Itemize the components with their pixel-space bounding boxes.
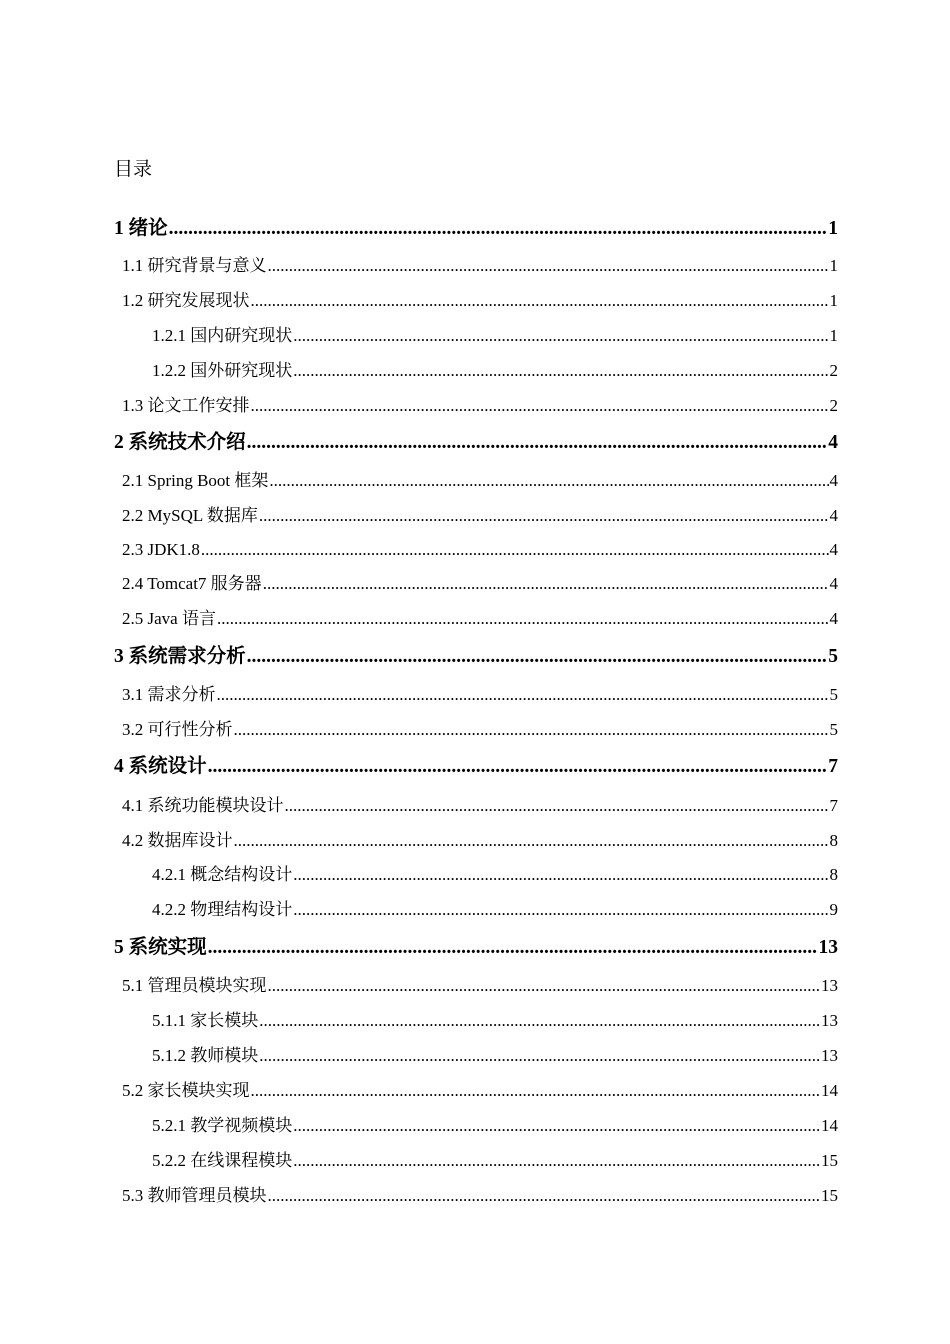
toc-entry-page-number: 4 bbox=[829, 609, 838, 628]
toc-dot-leader bbox=[259, 1045, 820, 1067]
toc-entry-level-3[interactable] bbox=[152, 360, 838, 382]
toc-entry-label: 4 系统设计 bbox=[114, 756, 207, 777]
toc-entry-level-3[interactable] bbox=[152, 1010, 838, 1032]
toc-dot-leader bbox=[293, 325, 828, 347]
toc-entry-level-3[interactable] bbox=[152, 864, 838, 886]
toc-entry-page-number: 1 bbox=[829, 291, 838, 310]
toc-entry-level-2[interactable] bbox=[122, 395, 838, 417]
toc-dot-leader bbox=[201, 539, 829, 561]
toc-entry-label: 5.2.2 在线课程模块 bbox=[152, 1151, 293, 1170]
toc-entry-label: 4.2.1 概念结构设计 bbox=[152, 865, 293, 884]
toc-entry-label: 1.2 研究发展现状 bbox=[122, 291, 250, 310]
toc-dot-leader bbox=[217, 684, 829, 706]
toc-entry-label: 5.2 家长模块实现 bbox=[122, 1081, 250, 1100]
toc-entry-level-2[interactable] bbox=[122, 830, 838, 852]
toc-entry-page-number: 13 bbox=[821, 976, 838, 995]
toc-dot-leader bbox=[251, 1080, 821, 1102]
toc-entry-label: 5.3 教师管理员模块 bbox=[122, 1186, 267, 1205]
toc-entry-page-number: 15 bbox=[821, 1186, 838, 1205]
toc-dot-leader bbox=[293, 899, 828, 921]
toc-entry-label: 4.2.2 物理结构设计 bbox=[152, 900, 293, 919]
toc-entry-label: 1 绪论 bbox=[114, 218, 168, 239]
toc-entry-label: 5 系统实现 bbox=[114, 937, 207, 958]
toc-dot-leader bbox=[269, 470, 828, 492]
toc-dot-leader bbox=[293, 864, 828, 886]
toc-entry-level-2[interactable] bbox=[122, 573, 838, 595]
toc-dot-leader bbox=[293, 1150, 820, 1172]
toc-entry-label: 4.2 数据库设计 bbox=[122, 831, 233, 850]
toc-entry-page-number: 5 bbox=[828, 646, 838, 667]
toc-dot-leader bbox=[259, 1010, 820, 1032]
toc-entry-page-number: 4 bbox=[829, 574, 838, 593]
toc-entry-page-number: 5 bbox=[829, 685, 838, 704]
toc-entry-page-number: 4 bbox=[829, 506, 838, 525]
toc-entry-level-3[interactable] bbox=[152, 1150, 838, 1172]
toc-title: 目录 bbox=[114, 159, 153, 180]
toc-entry-label: 1.3 论文工作安排 bbox=[122, 396, 250, 415]
toc-entry-page-number: 4 bbox=[828, 432, 838, 453]
toc-entry-page-number: 5 bbox=[829, 720, 838, 739]
toc-entry-label: 5.1.1 家长模块 bbox=[152, 1011, 259, 1030]
toc-dot-leader bbox=[285, 795, 829, 817]
toc-entry-label: 3.1 需求分析 bbox=[122, 685, 216, 704]
toc-dot-leader bbox=[293, 1115, 820, 1137]
toc-entry-page-number: 13 bbox=[818, 937, 838, 958]
toc-dot-leader bbox=[268, 255, 829, 277]
toc-entry-label: 3 系统需求分析 bbox=[114, 646, 246, 667]
toc-entry-page-number: 1 bbox=[829, 326, 838, 345]
toc-entry-label: 2 系统技术介绍 bbox=[114, 432, 246, 453]
toc-entry-level-2[interactable] bbox=[122, 684, 838, 706]
toc-entry-level-1[interactable] bbox=[114, 644, 838, 670]
toc-entry-level-1[interactable] bbox=[114, 216, 838, 242]
toc-entry-level-3[interactable] bbox=[152, 1045, 838, 1067]
toc-entry-level-2[interactable] bbox=[122, 539, 838, 561]
toc-entry-level-1[interactable] bbox=[114, 430, 838, 456]
toc-entry-page-number: 4 bbox=[829, 540, 838, 559]
toc-entry-label: 1.1 研究背景与意义 bbox=[122, 256, 267, 275]
toc-entry-level-3[interactable] bbox=[152, 1115, 838, 1137]
toc-entry-page-number: 14 bbox=[821, 1081, 838, 1100]
toc-dot-leader bbox=[247, 644, 828, 670]
toc-dot-leader bbox=[251, 395, 829, 417]
toc-entry-page-number: 13 bbox=[821, 1011, 838, 1030]
toc-entry-level-2[interactable] bbox=[122, 608, 838, 630]
toc-entry-level-2[interactable] bbox=[122, 795, 838, 817]
toc-entry-label: 2.5 Java 语言 bbox=[122, 609, 216, 628]
toc-entry-page-number: 9 bbox=[829, 900, 838, 919]
toc-entry-page-number: 7 bbox=[829, 796, 838, 815]
toc-entry-page-number: 1 bbox=[829, 256, 838, 275]
toc-entry-label: 1.2.1 国内研究现状 bbox=[152, 326, 293, 345]
toc-entry-level-3[interactable] bbox=[152, 899, 838, 921]
toc-entry-level-1[interactable] bbox=[114, 935, 838, 961]
toc-entry-page-number: 4 bbox=[829, 471, 838, 490]
toc-entry-label: 5.2.1 教学视频模块 bbox=[152, 1116, 293, 1135]
toc-dot-leader bbox=[234, 719, 829, 741]
toc-dot-leader bbox=[268, 1185, 821, 1207]
toc-dot-leader bbox=[208, 754, 828, 780]
toc-dot-leader bbox=[263, 573, 829, 595]
toc-entry-label: 4.1 系统功能模块设计 bbox=[122, 796, 284, 815]
toc-entry-label: 2.3 JDK1.8 bbox=[122, 540, 200, 559]
toc-entry-page-number: 15 bbox=[821, 1151, 838, 1170]
toc-dot-leader bbox=[268, 975, 821, 997]
toc-entry-page-number: 8 bbox=[829, 865, 838, 884]
toc-entry-level-2[interactable] bbox=[122, 290, 838, 312]
toc-entry-level-3[interactable] bbox=[152, 325, 838, 347]
toc-entry-page-number: 8 bbox=[829, 831, 838, 850]
toc-dot-leader bbox=[293, 360, 828, 382]
toc-dot-leader bbox=[251, 290, 829, 312]
toc-entry-level-2[interactable] bbox=[122, 470, 838, 492]
toc-entry-page-number: 1 bbox=[828, 218, 838, 239]
toc-entry-label: 1.2.2 国外研究现状 bbox=[152, 361, 293, 380]
toc-entry-level-2[interactable] bbox=[122, 719, 838, 741]
toc-entry-level-2[interactable] bbox=[122, 1080, 838, 1102]
toc-entry-page-number: 2 bbox=[829, 396, 838, 415]
toc-entry-page-number: 7 bbox=[828, 756, 838, 777]
toc-entry-level-2[interactable] bbox=[122, 505, 838, 527]
toc-dot-leader bbox=[217, 608, 829, 630]
toc-dot-leader bbox=[169, 216, 828, 242]
toc-entry-label: 5.1.2 教师模块 bbox=[152, 1046, 259, 1065]
toc-entry-level-1[interactable] bbox=[114, 754, 838, 780]
toc-dot-leader bbox=[259, 505, 829, 527]
toc-entry-label: 2.2 MySQL 数据库 bbox=[122, 506, 258, 525]
toc-entry-page-number: 2 bbox=[829, 361, 838, 380]
toc-dot-leader bbox=[234, 830, 829, 852]
toc-entry-label: 2.1 Spring Boot 框架 bbox=[122, 471, 269, 490]
toc-entry-label: 3.2 可行性分析 bbox=[122, 720, 233, 739]
toc-dot-leader bbox=[208, 935, 818, 961]
toc-dot-leader bbox=[247, 430, 828, 456]
toc-entry-level-2[interactable] bbox=[122, 975, 838, 997]
toc-entry-label: 5.1 管理员模块实现 bbox=[122, 976, 267, 995]
toc-entry-page-number: 14 bbox=[821, 1116, 838, 1135]
toc-entry-level-2[interactable] bbox=[122, 255, 838, 277]
toc-entry-page-number: 13 bbox=[821, 1046, 838, 1065]
toc-entry-label: 2.4 Tomcat7 服务器 bbox=[122, 574, 262, 593]
toc-entry-level-2[interactable] bbox=[122, 1185, 838, 1207]
